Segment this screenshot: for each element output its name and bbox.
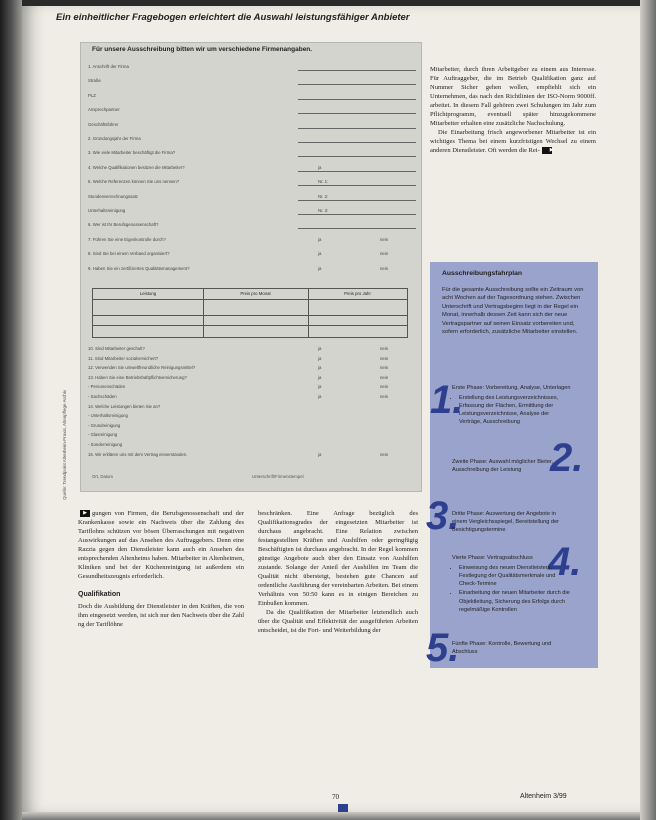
form-row	[88, 413, 288, 423]
page-number: 70	[332, 793, 339, 801]
form-row	[88, 374, 389, 385]
form-question: - Sonderreinigung	[88, 442, 123, 447]
form-question: 5. Welche Referenzen können Sie uns nennen?	[88, 179, 180, 185]
form-row	[88, 404, 288, 414]
column-left	[78, 510, 244, 630]
answer-option: ja	[318, 451, 322, 457]
phase-title: Dritte Phase: Auswertung der Angebote in einem Vergleichsspiegel, Bereitstellung der Besichtigungstermine	[452, 511, 559, 534]
form-row	[88, 442, 288, 452]
form-question: 1. Anschrift der Firma	[88, 64, 129, 69]
form-question: - Personenschäden	[88, 384, 126, 390]
table-divider	[93, 325, 407, 326]
answer-option: ja	[318, 374, 322, 380]
magazine-issue: Altenheim 3/99	[520, 793, 567, 800]
table-divider	[93, 315, 407, 316]
answer-option: nein	[380, 365, 389, 371]
left-paragraph-2: Doch die Ausbildung der Dienstleister in den Kräften, die von ihm eingesetzt werden, ist sich nur den Nachweis über die Zahl ng der Tariflöhne	[78, 603, 244, 629]
answer-option: ja	[318, 236, 322, 242]
form-row	[88, 136, 288, 146]
phase-item	[452, 510, 572, 534]
phase-number: 5.	[426, 626, 460, 670]
form-row	[88, 251, 389, 261]
photo-credit: Quelle: Trendpoint Altenheim-Praxis, Altenpflege Archiv	[62, 389, 67, 500]
form-row	[88, 222, 288, 232]
form-question: - Sachschäden	[88, 394, 117, 399]
phase-item	[452, 554, 572, 615]
phase-number: 1.	[430, 378, 464, 422]
form-question: 10. Sind Mitarbeiter geschult?	[88, 346, 145, 351]
form-question: Stundenverrechnungssatz	[88, 193, 138, 199]
form-question: - Grundreinigung	[88, 422, 121, 428]
right-paragraph-1: Mitarbeiter, durch ihren Arbeitgeber zu einem aus Interesse. Für Auftraggeber, die im Betrieb Qualifikation ganz auf Nummer Sicher gehen wollen, empfiehlt sich ein Unternehmen, das nach den Richtlinien der ISO-Norm 9000ff. arbeitet. In diesem Fall gehören zwei Schulungen im Jahr zum Pflichtprogramm, eventuell später hinzugekommene Mitarbeiter erhalten eine zusätzliche Nachschulung.	[430, 66, 596, 127]
form-row	[88, 164, 322, 175]
form-question: - Unterhaltsreinigung	[88, 413, 128, 419]
table-divider	[93, 299, 407, 300]
box-title: Ausschreibungsfahrplan	[442, 270, 523, 277]
answer-line	[298, 128, 416, 129]
phase-item	[452, 458, 572, 474]
answer-line	[298, 171, 416, 172]
answer-option: nein	[380, 346, 389, 351]
column-right	[430, 66, 596, 156]
answer-option: Nr. 2:	[318, 193, 329, 199]
answer-option: nein	[380, 251, 389, 257]
column-middle	[258, 510, 418, 636]
form-row	[88, 179, 329, 189]
form-question: 11. Sind Mitarbeiter sozialversichert?	[88, 355, 159, 361]
form-question: Ansprechpartner	[88, 107, 120, 113]
answer-line	[298, 142, 416, 143]
right-paragraph-2: Die Einarbeitung frisch angeworbener Mitarbeiter ist ein wichtiges Thema bei einem kurzfristigen Wechsel zu einem anderen Dienstleister. Oft werden die Rei-	[430, 128, 596, 154]
form-row	[88, 236, 389, 247]
answer-option: nein	[380, 394, 389, 399]
phase-number: 3.	[426, 494, 460, 538]
answer-option: nein	[380, 451, 389, 457]
form-question: 2. Gründungsjahr der Firma	[88, 136, 141, 141]
form-row	[88, 346, 389, 356]
answer-option: ja	[318, 251, 322, 257]
answer-option: ja	[318, 346, 322, 351]
price-table	[92, 288, 408, 338]
form-heading: Für unsere Ausschreibung bitten wir um verschiedene Firmenangaben.	[92, 46, 313, 53]
table-header: Preis pro Monat	[240, 291, 271, 296]
answer-option: ja	[318, 394, 322, 399]
form-signature-line	[92, 474, 402, 479]
page-marker	[338, 804, 348, 812]
form-question: Unterhaltsreinigung	[88, 208, 126, 213]
form-question: Geschäftsführer	[88, 121, 119, 127]
form-row	[88, 423, 288, 433]
mid-paragraph-2: Da die Qualifikation der Mitarbeiter letztendlich auch über die Qualität und Effektivität der ausgeführten Arbeiten entscheidet, ist die Fort- und Weiterbildung der	[258, 608, 418, 634]
form-question: 15. Wir erklären uns mit dem Vertrag einverstanden.	[88, 451, 188, 457]
phase-item	[452, 384, 572, 428]
book-spine	[0, 0, 22, 820]
form-row	[88, 355, 389, 366]
form-question: 14. Welche Leistungen bieten Sie an?	[88, 403, 161, 409]
form-row	[88, 122, 288, 132]
continue-marker-icon: ▶	[542, 147, 552, 154]
table-header: Preis pro Jahr	[344, 291, 371, 296]
phase-title: Vierte Phase: Vertragsabschluss	[452, 555, 533, 561]
form-question: 9. Haben Sie ein zertifiziertes Qualitätsmanagement?	[88, 265, 190, 271]
form-question: 4. Welche Qualifikationen besitzen die Mitarbeiter?	[88, 164, 185, 170]
form-row	[88, 394, 389, 404]
form-row	[88, 451, 389, 462]
answer-line	[298, 70, 416, 71]
form-row	[88, 150, 288, 160]
form-question: Straße	[88, 78, 101, 84]
answer-option: nein	[380, 374, 389, 380]
form-row	[88, 208, 329, 218]
answer-option: nein	[380, 384, 389, 390]
answer-option: Nr. 1:	[318, 179, 329, 185]
table-divider	[203, 289, 204, 337]
form-row	[88, 107, 288, 117]
answer-option: nein	[380, 265, 389, 271]
continue-marker-icon: ▶	[80, 510, 90, 517]
phase-title: Fünfte Phase: Kontrolle, Bewertung und Abschluss	[452, 641, 552, 656]
answer-option: ja	[318, 384, 322, 390]
page-bottom-edge	[22, 812, 640, 820]
form-row	[88, 365, 389, 375]
section-heading: Qualifikation	[78, 590, 121, 598]
answer-option: ja	[318, 365, 322, 371]
form-question: 12. Verwenden Sie umweltfreundliche Reinigungsmittel?	[88, 365, 196, 371]
phase-task: • Einweisung des neuen Dienstleisters, Festlegung der Qualitätsmerkmale und Check-Termine	[459, 564, 572, 588]
answer-line	[298, 84, 416, 85]
form-row	[88, 64, 288, 74]
form-question: 8. Sind Sie bei einem Verband organisiert?	[88, 251, 170, 257]
form-row	[88, 193, 329, 204]
mid-paragraph-1: beschränken. Eine Anfrage bezüglich des Qualifikationsgrades der eingesetzten Mitarbeiter ist durchaus angebracht. Eine Relation zwischen festangestellten Kräften und Aushilfen oder geringfügig Beschäftigten ist durchaus angebracht. In der Regel kommen günstige Angebote auch über den Einsatz von Aushilfen zustande. Solange der Anteil der Aushilfen im Team die Qualität nicht übersteigt, bestehen gute Chancen auf ordentliche Ausführung der vereinbarten Arbeiten. Bei einem Verhältnis von 50:50 kann es in einigen Bereichen zu Einbußen kommen.	[258, 510, 418, 607]
answer-line	[298, 99, 416, 100]
table-header: Leistung	[139, 291, 157, 296]
schedule-box	[426, 262, 598, 670]
form-row	[88, 78, 288, 88]
caption-right: Unterschrift/Firmenstempel	[252, 474, 304, 479]
left-paragraph-1: gungen von Firmen, die Berufsgenossenschaft und der Krankenkasse sowie ein Nachweis über die Zahlung des Tariflohns schützen vor bösen Überraschungen mit negativen Auswirkungen auf das Ansehen des Auftraggebers. Denn eine Razzia gegen den Dienstleister kann auch ein Ansehen des entsprechenden Altenheims haben. Mitarbeiter in Altenheimen, Kliniken und bei der Küchenreinigung ist außerdem ein Gesundheitszeugnis erforderlich.	[78, 510, 244, 580]
phase-title: Zweite Phase: Auswahl möglicher Bieter, Ausschreibung der Leistung	[452, 459, 554, 474]
answer-option: ja	[318, 164, 322, 170]
figure-title: Ein einheitlicher Fragebogen erleichtert die Auswahl leistungsfähiger Anbieter	[56, 12, 410, 23]
form-question: - Glasreinigung	[88, 432, 118, 438]
phase-task-list	[452, 394, 572, 426]
form-row	[88, 432, 288, 442]
answer-option: Nr. 3:	[318, 208, 329, 213]
caption-left: Ort, Datum	[92, 474, 114, 479]
answer-line	[298, 214, 416, 215]
form-question: 13. Haben Sie eine Betriebshaftpflichtversicherung?	[88, 374, 187, 380]
form-row	[88, 265, 389, 276]
form-question: 3. Wie viele Mitarbeiter beschäftigt die Firma?	[88, 150, 176, 156]
answer-option: nein	[380, 355, 389, 361]
phase-task: • Einarbeitung der neuen Mitarbeiter durch die Objektleitung, Sicherung des Erfolgs durch regelmäßige Kontrollen	[459, 589, 572, 613]
answer-option: nein	[380, 236, 389, 242]
form-row	[88, 93, 288, 103]
form-question: PLZ	[88, 92, 96, 98]
form-question: 6. Wer ist Ihr Berufsgenossenschaft?	[88, 222, 159, 228]
answer-line	[298, 228, 416, 229]
answer-line	[298, 113, 416, 114]
phase-item	[452, 640, 572, 656]
box-intro: Für die gesamte Ausschreibung sollte ein Zeitraum von acht Wochen auf der Tagesordnung stehen. Zwischen Unterschrift und Vertragsbeginn liegt in der Regel ein Monat, innerhalb dessen Zeit kann sich der neue Vertragspartner auf seinen Einsatz vorbereiten und, sofern erforderlich, zusätzliche Mitarbeiter einstellen.	[442, 287, 584, 335]
answer-option: ja	[318, 265, 322, 271]
table-divider	[308, 289, 309, 337]
phase-task-list	[452, 564, 572, 614]
answer-line	[298, 156, 416, 157]
answer-line	[298, 185, 416, 186]
page-edge	[640, 0, 656, 820]
answer-option: ja	[318, 355, 322, 361]
form-question: 7. Führen Sie eine Eigenkontrolle durch?	[88, 236, 166, 242]
phase-number: 2.	[550, 436, 584, 480]
phase-title: Erste Phase: Vorbereitung, Analyse, Unterlagen	[452, 385, 571, 391]
form-row	[88, 384, 389, 394]
answer-line	[298, 200, 416, 201]
phase-task: • Erstellung des Leistungsverzeichnisses, Erfassung der Flächen, Ermittlung der Leistungsverzeichnisse, Analyse der Verträge, Ausschreibung	[459, 394, 572, 426]
phase-number: 4.	[548, 540, 582, 584]
